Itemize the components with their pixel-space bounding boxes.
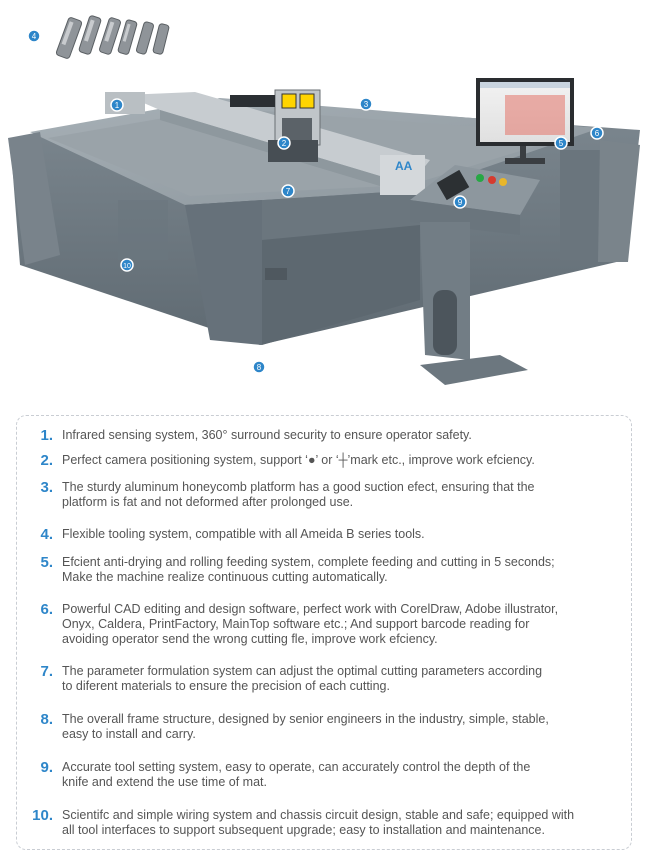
feature-number: 1. xyxy=(40,427,53,444)
feature-text: The parameter formulation system can adjust the optimal cutting parameters according to diferent materials to ensure the precision of each cutting. xyxy=(62,664,543,693)
svg-text:9: 9 xyxy=(457,198,463,207)
callout-1 xyxy=(111,99,123,111)
feature-number: 3. xyxy=(40,479,53,496)
callout-9 xyxy=(454,196,466,208)
feature-text: Perfect camera positioning system, support ‘●’ or ‘┼’mark etc., improve work efciency. xyxy=(62,453,535,467)
feature-text: Efcient anti-drying and rolling feeding system, complete feeding and cutting in 5 seconds; Make the machine realize continuous cutting automatically. xyxy=(62,555,555,584)
feature-text: The overall frame structure, designed by senior engineers in the industry, simple, stable, easy to install and carry. xyxy=(62,712,549,741)
feature-number: 7. xyxy=(40,663,53,680)
svg-text:8: 8 xyxy=(256,363,262,372)
svg-text:10: 10 xyxy=(123,263,131,270)
feature-text: Infrared sensing system, 360° surround security to ensure operator safety. xyxy=(62,428,472,442)
feature-text: Accurate tool setting system, easy to operate, can accurately control the depth of the knife and extend the use time of mat. xyxy=(62,760,531,789)
machine-logo: AA xyxy=(395,159,413,173)
feature-number: 5. xyxy=(40,554,53,571)
feature-text: Scientifc and simple wiring system and chassis circuit design, stable and safe; equipped with all tool interfaces to support subsequent upgrade; easy to installation and maintenance. xyxy=(62,808,575,837)
feature-text: Powerful CAD editing and design software, perfect work with CorelDraw, Adobe illustrator, Onyx, Caldera, PrintFactory, MainTop software etc.; And support barcode reading for avoiding operator send the wrong cutting fle, improve work efciency. xyxy=(62,602,559,646)
feature-number: 9. xyxy=(40,759,53,776)
callout-4 xyxy=(28,30,40,42)
feature-number: 6. xyxy=(40,601,53,618)
callout-5 xyxy=(555,137,567,149)
feature-text: The sturdy aluminum honeycomb platform has a good suction efect, ensuring that the platform is fat and not deformed after prolonged use. xyxy=(62,480,535,509)
machine-illustration xyxy=(0,0,650,405)
feature-number: 10. xyxy=(32,807,53,824)
svg-text:4: 4 xyxy=(31,32,37,41)
callout-8 xyxy=(253,361,265,373)
svg-text:7: 7 xyxy=(285,187,291,196)
feature-number: 2. xyxy=(40,452,53,469)
callout-3 xyxy=(360,98,372,110)
svg-text:3: 3 xyxy=(363,100,369,109)
feature-number: 4. xyxy=(40,526,53,543)
callout-6 xyxy=(591,127,603,139)
tool-set-image xyxy=(56,15,170,59)
svg-text:6: 6 xyxy=(594,129,600,138)
features-list xyxy=(16,415,632,850)
feature-text: Flexible tooling system, compatible with all Ameida B series tools. xyxy=(62,527,425,541)
callout-2 xyxy=(278,137,290,149)
svg-text:1: 1 xyxy=(114,101,120,110)
callout-10 xyxy=(121,259,133,271)
svg-text:5: 5 xyxy=(558,139,564,148)
svg-text:2: 2 xyxy=(281,139,287,148)
callout-7 xyxy=(282,185,294,197)
feature-number: 8. xyxy=(40,711,53,728)
